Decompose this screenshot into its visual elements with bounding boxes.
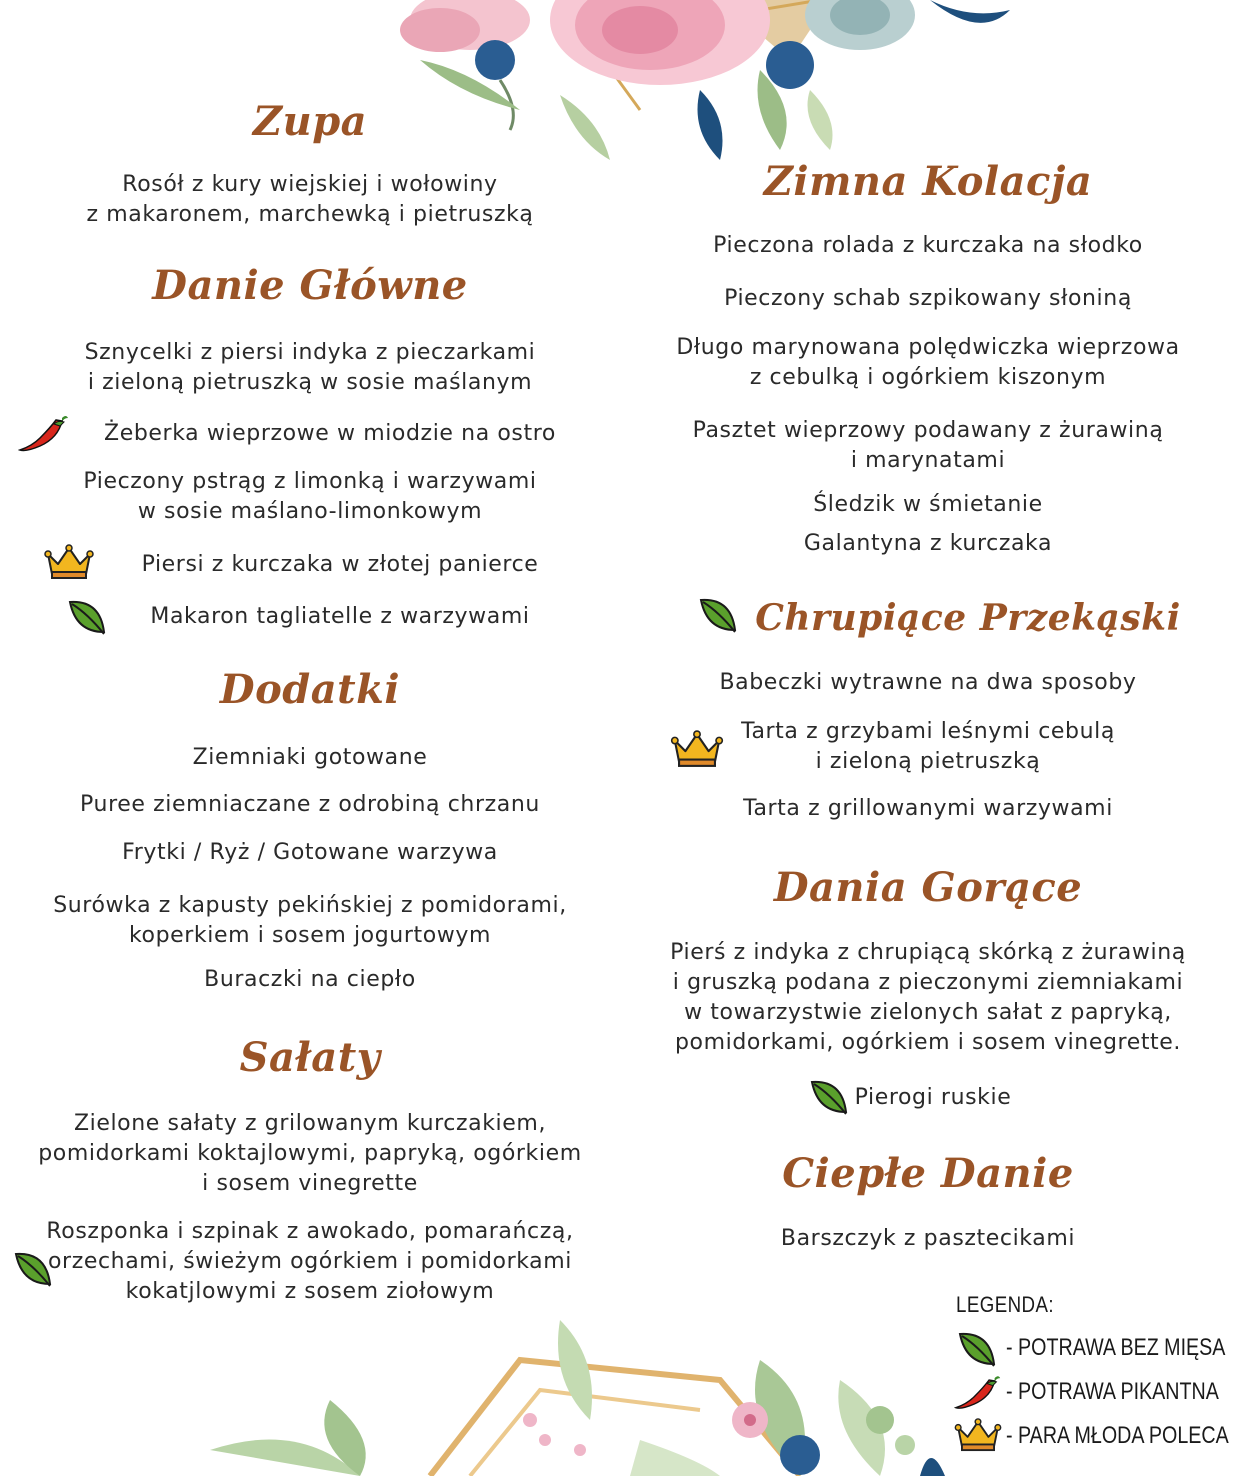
item-line: Pieczony pstrąg z limonką i warzywami: [83, 469, 537, 494]
item-line: Piersi z kurczaka w złotej panierce: [141, 552, 539, 577]
leaf-icon: [697, 596, 739, 636]
legend-label: - POTRAWA BEZ MIĘSA: [1006, 1334, 1226, 1361]
item-line: Śledzik w śmietanie: [813, 492, 1043, 517]
chili-icon: [954, 1372, 1002, 1412]
item-line: Pierś z indyka z chrupiącą skórką z żurawiną: [670, 940, 1186, 965]
item-line: i zieloną pietruszką w sosie maślanym: [87, 370, 533, 395]
chili-icon: [18, 412, 70, 454]
item-line: pomidorkami koktajlowymi, papryką, ogórkiem: [38, 1141, 582, 1166]
item-line: Buraczki na ciepło: [204, 967, 416, 992]
leaf-icon: [808, 1078, 850, 1118]
item-line: i marynatami: [850, 448, 1006, 473]
menu-item: [10, 743, 610, 773]
item-line: Rosół z kury wiejskiej i wołowiny: [122, 172, 498, 197]
item-line: i sosem vinegrette: [202, 1171, 418, 1196]
item-line: z makaronem, marchewką i pietruszką: [86, 202, 534, 227]
item-line: i gruszką podana z pieczonymi ziemniakami: [672, 970, 1184, 995]
item-line: Galantyna z kurczaka: [803, 531, 1053, 556]
leaf-icon: [956, 1330, 998, 1370]
item-line: Ziemniaki gotowane: [192, 745, 428, 770]
menu-item: [10, 338, 610, 398]
menu-item: [10, 965, 610, 995]
menu-item: [10, 419, 610, 449]
heading-cieple-danie: Ciepłe Danie: [782, 1150, 1074, 1197]
item-line: Pieczona rolada z kurczaka na słodko: [713, 233, 1143, 258]
menu-item: [628, 794, 1228, 824]
legend-row-vegetarian: [954, 1328, 1224, 1368]
item-line: Makaron tagliatelle z warzywami: [150, 604, 530, 629]
legend-label: - PARA MŁODA POLECA: [1006, 1422, 1229, 1449]
legend-label: - POTRAWA PIKANTNA: [1006, 1378, 1219, 1405]
menu-item: [628, 668, 1228, 698]
menu-item: [10, 1217, 610, 1307]
menu-item: [10, 891, 610, 951]
menu-item: [628, 231, 1228, 261]
menu-item: [628, 284, 1228, 314]
crown-icon: [670, 730, 724, 768]
menu-item: [10, 170, 610, 230]
item-line: Pieczony schab szpikowany słoniną: [724, 286, 1132, 311]
item-line: Zielone sałaty z grilowanym kurczakiem,: [73, 1111, 547, 1136]
item-line: pomidorkami, ogórkiem i sosem vinegrette.: [674, 1030, 1182, 1055]
crown-icon: [954, 1418, 1002, 1452]
item-line: w towarzystwie zielonych sałat z papryką,: [684, 1000, 1172, 1025]
menu-item: [628, 529, 1228, 559]
item-line: Pierogi ruskie: [854, 1085, 1012, 1110]
leaf-icon: [12, 1250, 54, 1290]
legend-row-spicy: [954, 1372, 1224, 1412]
item-line: Barszczyk z pasztecikami: [780, 1226, 1076, 1251]
item-line: Roszponka i szpinak z awokado, pomarańczą,: [46, 1219, 574, 1244]
menu-item: [10, 790, 610, 820]
heading-salaty: Sałaty: [239, 1034, 381, 1081]
heading-zupa: Zupa: [252, 98, 368, 145]
heading-dania-gorace: Dania Gorące: [773, 864, 1083, 911]
item-line: orzechami, świeżym ogórkiem i pomidorkami: [48, 1249, 572, 1274]
legend-row-recommended: [954, 1416, 1229, 1456]
item-line: Sznycelki z piersi indyka z pieczarkami: [84, 340, 536, 365]
legend-title: LEGENDA:: [956, 1292, 1054, 1317]
menu-item: [10, 838, 610, 868]
item-line: z cebulką i ogórkiem kiszonym: [749, 365, 1107, 390]
heading-zimna-kolacja: Zimna Kolacja: [763, 158, 1093, 205]
item-line: Surówka z kapusty pekińskiej z pomidorami,: [53, 893, 567, 918]
item-line: Żeberka wieprzowe w miodzie na ostro: [104, 421, 556, 446]
item-line: Puree ziemniaczane z odrobiną chrzanu: [80, 792, 540, 817]
leaf-icon: [66, 598, 108, 638]
item-line: Babeczki wytrawne na dwa sposoby: [719, 670, 1137, 695]
heading-danie-glowne: Danie Główne: [152, 262, 468, 309]
item-line: koperkiem i sosem jogurtowym: [128, 923, 492, 948]
heading-dodatki: Dodatki: [219, 666, 401, 713]
item-line: Tarta z grillowanymi warzywami: [743, 796, 1113, 821]
item-line: kokatjlowymi z sosem ziołowym: [125, 1279, 495, 1304]
item-line: Pasztet wieprzowy podawany z żurawiną: [692, 418, 1164, 443]
menu-item: [10, 467, 610, 527]
menu-item: [628, 490, 1228, 520]
item-line: Frytki / Ryż / Gotowane warzywa: [122, 840, 498, 865]
menu-item: [10, 550, 610, 580]
item-line: i zieloną pietruszką: [815, 749, 1041, 774]
heading-chrupiace-przekaski: Chrupiące Przekąski: [755, 597, 1181, 639]
menu-item: [628, 938, 1228, 1058]
menu-item: [628, 333, 1228, 393]
item-line: w sosie maślano-limonkowym: [137, 499, 483, 524]
menu-item: [628, 416, 1228, 476]
left-column: [10, 0, 610, 1476]
crown-icon: [44, 544, 94, 580]
menu-item: [10, 1109, 610, 1199]
menu-item: [628, 1083, 1228, 1113]
item-line: Długo marynowana polędwiczka wieprzowa: [676, 335, 1180, 360]
menu-item: [628, 1224, 1228, 1254]
item-line: Tarta z grzybami leśnymi cebulą: [741, 719, 1115, 744]
